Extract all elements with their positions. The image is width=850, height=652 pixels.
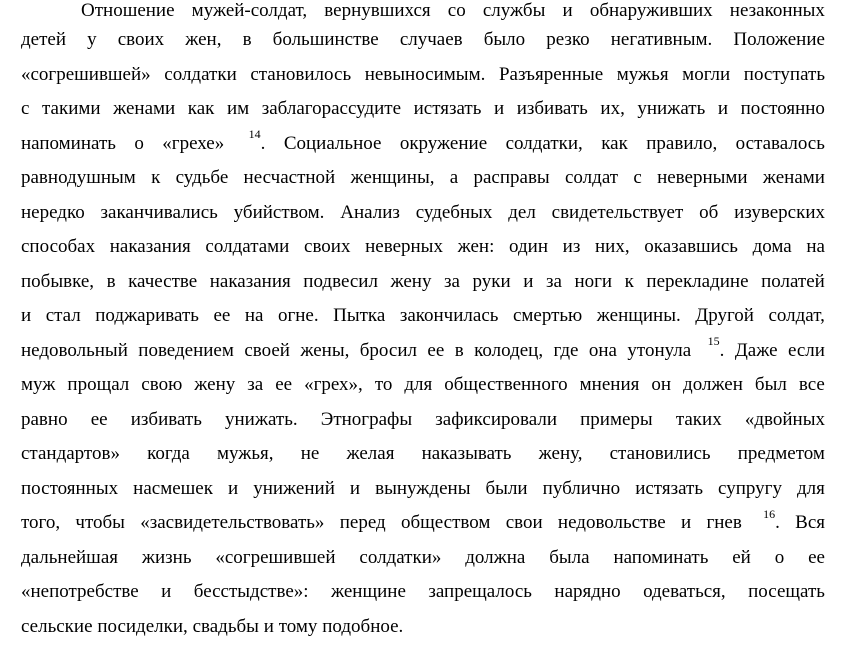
word: не (300, 443, 320, 464)
word: был (754, 374, 787, 395)
word: Анализ (340, 201, 400, 223)
word: бросил (359, 339, 417, 361)
word: за (444, 270, 460, 292)
word: им (226, 98, 250, 119)
text-line (21, 161, 825, 196)
word: подобное. (322, 615, 404, 637)
word: $^{16}$. (763, 506, 780, 533)
word: постоянных (21, 477, 119, 499)
word: Социальное (283, 132, 382, 154)
word: женщины. (596, 305, 681, 326)
word: унижать. (225, 408, 298, 430)
word: женами (762, 167, 825, 188)
word: напоминать (613, 546, 709, 568)
word: свадьбы (192, 615, 259, 637)
word: стал (45, 305, 81, 326)
word: «согрешившей (215, 546, 336, 568)
text-line (21, 265, 825, 300)
word: колодец, (474, 339, 544, 361)
word: жены, (300, 339, 350, 361)
footnote-ref: 15 (707, 334, 720, 349)
word: о (134, 132, 144, 154)
word: и (21, 305, 32, 326)
word: тому (278, 615, 318, 637)
word: нередко (21, 201, 85, 223)
word: поведением (138, 339, 234, 361)
word: сельские (21, 615, 93, 637)
word: подвесил (303, 270, 378, 292)
word: на (806, 236, 825, 257)
word: с (21, 98, 30, 119)
word: посещать (748, 581, 825, 602)
word: за (545, 270, 562, 292)
word: в (454, 339, 464, 361)
word: случаев (399, 29, 463, 50)
word: свидетельствует (551, 201, 684, 223)
word: могли (682, 63, 731, 85)
word: и (493, 98, 505, 119)
word: таких (675, 408, 722, 430)
word: судьбе (175, 167, 229, 188)
word: солдатки» (359, 546, 442, 568)
text-line (21, 575, 825, 610)
word: унижений (253, 477, 335, 499)
word: расправы (473, 167, 550, 188)
word: об (699, 201, 719, 223)
word: к (151, 167, 161, 188)
word: ее (90, 408, 108, 430)
word: в (242, 29, 252, 50)
word: и (228, 477, 239, 499)
word: Отношение (81, 0, 175, 21)
word: окружение (399, 132, 488, 154)
word: изуверских (734, 201, 825, 223)
word: одеваться, (643, 581, 726, 602)
word: из (562, 236, 581, 257)
word: постоянно (740, 98, 825, 119)
word: Другой (695, 305, 754, 326)
word: и (717, 98, 728, 119)
text-line (21, 403, 825, 438)
word: мужья (616, 63, 669, 85)
word: и (681, 512, 692, 533)
word: правило, (646, 132, 718, 154)
word: посиделки, (97, 615, 188, 637)
word: полатей (761, 270, 825, 292)
word: и (562, 0, 573, 21)
word: вернувшихся (324, 0, 431, 21)
word: руки (472, 270, 511, 292)
word: истязать (413, 98, 482, 119)
word: мужей-солдат, (191, 0, 308, 21)
word: у (87, 29, 97, 50)
word: публично (542, 477, 621, 499)
word: предметом (737, 443, 825, 464)
word: насмешек (133, 477, 213, 499)
text-line (21, 23, 825, 58)
word: то (374, 374, 393, 395)
word: дома (752, 236, 792, 257)
footnote-ref: 14 (248, 127, 261, 142)
word: невыносимым. (364, 63, 486, 85)
word: закончилась (399, 305, 499, 326)
text-line (21, 230, 825, 265)
word: детей (21, 29, 67, 50)
text-line (21, 92, 825, 127)
word: наказания (109, 236, 191, 257)
word: для (404, 374, 433, 395)
word: и (349, 477, 361, 499)
word: поджаривать (95, 305, 199, 326)
word: солдатки (164, 63, 237, 85)
word: неверных (365, 236, 443, 257)
word: истязать (635, 477, 703, 499)
word: недовольный (21, 339, 128, 361)
word: напоминать (21, 132, 116, 154)
word: унижать (637, 98, 706, 119)
word: жену, (538, 443, 583, 464)
word: со (447, 0, 466, 21)
word: заблагорассудите (261, 98, 402, 119)
word: оказавшись (644, 236, 738, 257)
word: $^{15}$. (707, 334, 725, 361)
word: побывке, (21, 270, 95, 292)
word: такими (42, 98, 101, 119)
word: было (483, 29, 526, 50)
word: супругу (718, 477, 782, 499)
word: солдат, (768, 305, 825, 326)
text-line (21, 334, 825, 369)
text-line (21, 541, 825, 576)
word: нарядно (554, 581, 621, 602)
word: «грех», (304, 374, 363, 395)
text-line (21, 437, 825, 472)
word: перекладине (646, 270, 749, 292)
word: обнаруживших (589, 0, 713, 21)
word: с (633, 167, 642, 188)
text-line (21, 127, 825, 162)
word: недовольстве (557, 512, 666, 533)
word: один (509, 236, 548, 257)
word: когда (147, 443, 190, 464)
text-line (21, 58, 825, 93)
word: мужья, (216, 443, 274, 464)
word: «двойных (744, 408, 825, 430)
word: за (247, 374, 264, 395)
word: зафиксировали (435, 408, 557, 430)
word: жен, (185, 29, 222, 50)
word: становились (609, 443, 711, 464)
word: жен: (457, 236, 495, 257)
word: свои (505, 512, 543, 533)
word: перед (339, 512, 386, 533)
word: заканчивались (100, 201, 218, 223)
word: солдат (564, 167, 619, 188)
word: она (588, 339, 617, 361)
word: них, (595, 236, 630, 257)
text-line (21, 506, 825, 541)
word: Этнографы (320, 408, 413, 430)
word: $^{14}$. (248, 127, 266, 154)
word: женщине (331, 581, 406, 602)
document-text (21, 0, 825, 644)
word: ее (427, 339, 445, 361)
word: становилось (250, 63, 352, 85)
word: где (553, 339, 579, 361)
word: в (106, 270, 116, 292)
word: способах (21, 236, 96, 257)
text-line (21, 368, 825, 403)
word: качестве (128, 270, 198, 292)
word: должен (683, 374, 743, 395)
word: обществом (400, 512, 491, 533)
word: поступать (743, 63, 825, 85)
word: Вся (795, 512, 825, 533)
word: как (187, 98, 215, 119)
text-line (21, 0, 825, 23)
word: свою (141, 374, 183, 395)
text-line (21, 472, 825, 507)
word: ее (275, 374, 293, 395)
word: Даже (734, 339, 778, 361)
word: а (449, 167, 459, 188)
word: как (601, 132, 628, 154)
word: женщины, (350, 167, 435, 188)
word: несчастной (243, 167, 336, 188)
word: примеры (580, 408, 653, 430)
word: большинстве (272, 29, 379, 50)
word: своих (117, 29, 165, 50)
footnote-ref: 16 (763, 506, 776, 521)
word: жену (390, 270, 432, 292)
word: судебных (415, 201, 493, 223)
word: муж (21, 374, 56, 395)
word: их, (600, 98, 625, 119)
word: были (485, 477, 528, 499)
word: резко (546, 29, 590, 50)
word: стандартов» (21, 443, 120, 464)
word: наказания (209, 270, 291, 292)
word: Положение (733, 29, 825, 50)
word: «грехе» (162, 132, 225, 154)
word: службы (482, 0, 546, 21)
word: мнения (579, 374, 640, 395)
word: солдатки, (505, 132, 583, 154)
word: запрещалось (428, 581, 532, 602)
word: оставалось (735, 132, 825, 154)
word: того, (21, 512, 61, 533)
word: равнодушным (21, 167, 136, 188)
word: дел (508, 201, 536, 223)
word: своих (304, 236, 351, 257)
word: ей (732, 546, 751, 568)
word: должна (465, 546, 526, 568)
word: общественного (444, 374, 568, 395)
word: Разъяренные (498, 63, 604, 85)
word: он (651, 374, 672, 395)
word: вынуждены (375, 477, 471, 499)
word: и (161, 581, 172, 602)
word: «непотребстве (21, 581, 139, 602)
word: солдатами (205, 236, 290, 257)
word: все (798, 374, 825, 395)
word: дальнейшая (21, 546, 118, 568)
word: смертью (512, 305, 583, 326)
word: для (797, 477, 825, 499)
word: если (787, 339, 825, 361)
word: женами (113, 98, 176, 119)
text-line (21, 610, 825, 645)
word: неверными (657, 167, 748, 188)
word: утонула (627, 339, 692, 361)
word: негативным. (610, 29, 713, 50)
word: чтобы (75, 512, 125, 533)
word: Пытка (333, 305, 386, 326)
word: бесстыдстве»: (193, 581, 309, 602)
word: «засвидетельствовать» (140, 512, 325, 533)
word: жизнь (141, 546, 192, 568)
word: своей (244, 339, 290, 361)
text-line (21, 196, 825, 231)
word: ее (213, 305, 231, 326)
word: «согрешившей» (21, 63, 151, 85)
word: избивать (516, 98, 588, 119)
word: гнев (706, 512, 742, 533)
word: равно (21, 408, 68, 430)
word: огне. (277, 305, 319, 326)
word: и (523, 270, 534, 292)
word: о (774, 546, 785, 568)
word: ноги (574, 270, 613, 292)
word: ее (808, 546, 825, 568)
word: к (624, 270, 634, 292)
word: наказывать (421, 443, 512, 464)
word: жену (194, 374, 236, 395)
word: убийством. (233, 201, 325, 223)
text-line (21, 299, 825, 334)
word: желая (346, 443, 395, 464)
word: была (549, 546, 590, 568)
word: и (263, 615, 274, 637)
word: незаконных (729, 0, 825, 21)
word: на (244, 305, 264, 326)
word: избивать (130, 408, 202, 430)
word: прощал (67, 374, 130, 395)
